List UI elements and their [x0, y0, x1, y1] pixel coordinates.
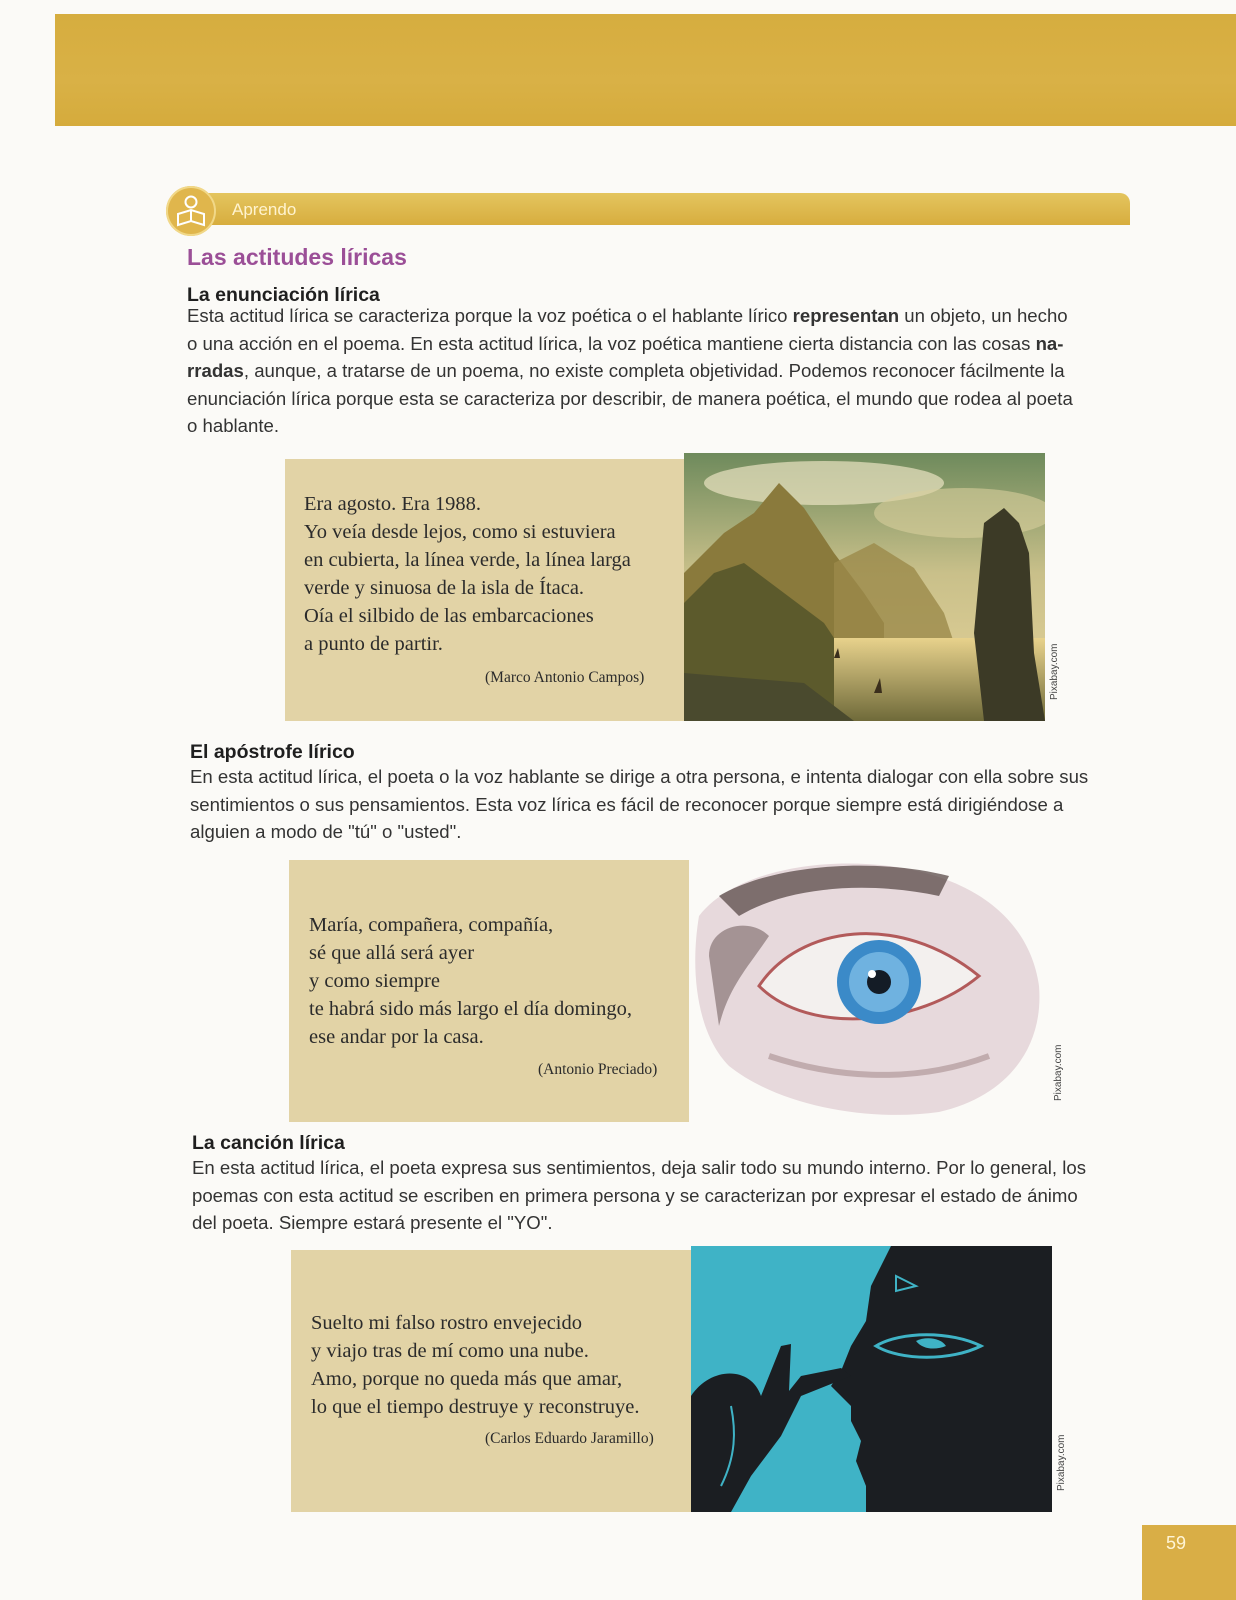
- poem-enunciacion: Era agosto. Era 1988. Yo veía desde lejos, como si estuviera en cubierta, la línea verde, la línea larga verde y sinuosa de la isla de Ítaca. Oía el silbido de las embarcaciones a punto de partir.: [304, 493, 631, 655]
- heading-apostrofe: El apóstrofe lírico: [190, 741, 355, 763]
- heading-cancion: La canción lírica: [192, 1132, 345, 1154]
- section-bar: [190, 193, 1130, 225]
- section-label: Aprendo: [232, 200, 297, 219]
- heading-enunciacion: La enunciación lírica: [187, 284, 380, 306]
- paragraph-cancion: En esta actitud lírica, el poeta expresa sus sentimientos, deja salir todo su mundo interno. Por lo general, los poemas con esta actitud se escriben en primera persona y se caracterizan por expresar el estado de ánimo del poeta. Siempre estará presente el "YO".: [192, 1157, 1087, 1233]
- paragraph-apostrofe: En esta actitud lírica, el poeta o la voz hablante se dirige a otra persona, e intenta dialogar con ella sobre sus sentimientos o sus pensamientos. Esta voz lírica es fácil de reconocer porque siempre está dirigiéndose a alguien a modo de "tú" o "usted".: [190, 766, 1089, 842]
- image-credit: Pixabay.com: [1049, 643, 1060, 700]
- landscape-illustration: [684, 453, 1045, 721]
- page-title: Las actitudes líricas: [187, 244, 407, 270]
- face-mask-illustration: [691, 1246, 1052, 1512]
- image-credit: Pixabay.com: [1056, 1434, 1067, 1491]
- reading-person-icon: [166, 186, 216, 236]
- poem-author: (Antonio Preciado): [538, 1061, 658, 1078]
- eye-illustration: [689, 856, 1049, 1122]
- paragraph-enunciacion: Esta actitud lírica se caracteriza porque la voz poética o el hablante lírico representan un objeto, un hecho o una acción en el poema. En esta actitud lírica, la voz poética mantiene cierta distancia con las cosas na- rradas, aunque, a tratarse de un poema, no existe completa objetividad. Podemos reconocer fácilmente la enunciación lírica porque esta se caracteriza por describir, de manera poética, el mundo que rodea al poeta o hablante.: [187, 305, 1073, 436]
- poem-author: (Marco Antonio Campos): [485, 669, 645, 686]
- poem-cancion: Suelto mi falso rostro envejecido y viajo tras de mí como una nube. Amo, porque no queda más que amar, lo que el tiempo destruye y reconstruye.: [311, 1312, 640, 1418]
- image-credit: Pixabay.com: [1053, 1044, 1064, 1101]
- poem-author: (Carlos Eduardo Jaramillo): [485, 1430, 654, 1447]
- header-band: [55, 14, 1236, 126]
- poem-apostrofe: María, compañera, compañía, sé que allá será ayer y como siempre te habrá sido más largo el día domingo, ese andar por la casa.: [309, 914, 632, 1048]
- page-number: 59: [1166, 1533, 1187, 1553]
- page-number-box: [1142, 1525, 1236, 1600]
